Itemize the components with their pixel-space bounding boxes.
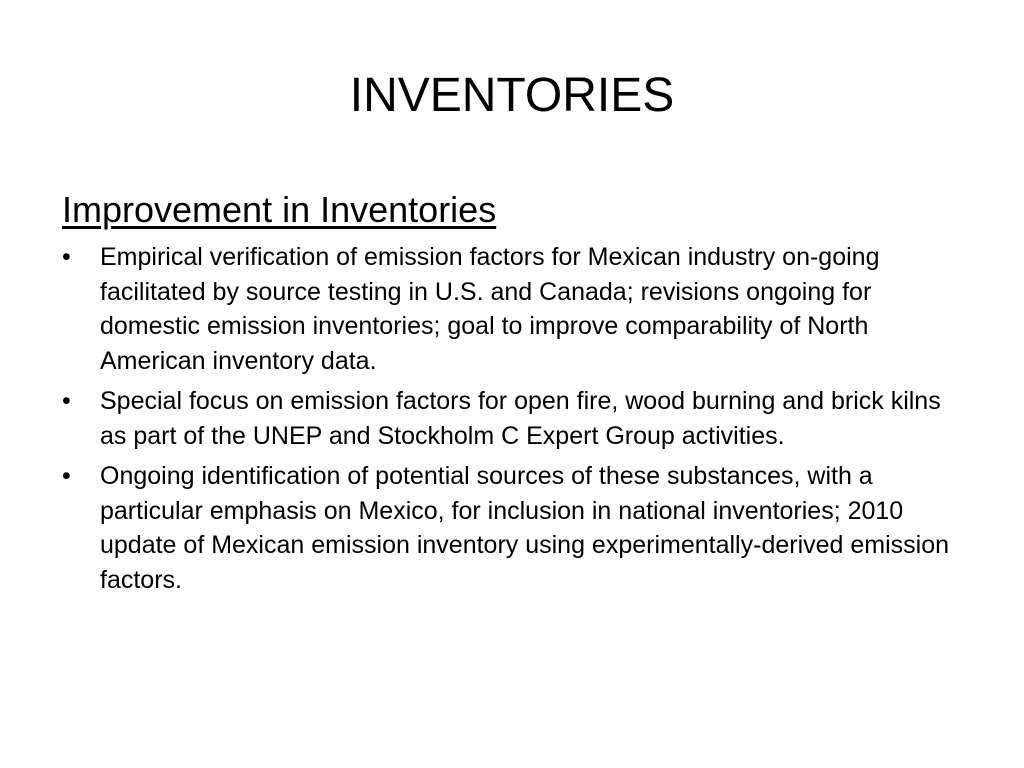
section-heading: Improvement in Inventories xyxy=(62,189,497,230)
bullet-item xyxy=(62,384,962,453)
slide-title: INVENTORIES xyxy=(349,69,675,122)
bullet-marker: • xyxy=(62,243,71,271)
bullet-list xyxy=(62,240,962,603)
bullet-item xyxy=(62,459,962,597)
bullet-text: Ongoing identification of potential sources of these substances, with a particular emphasis on Mexico, for inclusion in national inventories; 2010 update of Mexican emission inventory using experimentally-derived emission factors. xyxy=(100,462,950,594)
bullet-text: Empirical verification of emission factors for Mexican industry on-going facilitated by source testing in U.S. and Canada; revisions ongoing for domestic emission inventories; goal to improve comparability of North American inventory data. xyxy=(100,243,880,375)
bullet-marker: • xyxy=(62,462,71,490)
bullet-marker: • xyxy=(62,387,71,415)
bullet-item xyxy=(62,240,962,378)
bullet-text: Special focus on emission factors for open fire, wood burning and brick kilns as part of the UNEP and Stockholm C Expert Group activities. xyxy=(100,387,941,450)
